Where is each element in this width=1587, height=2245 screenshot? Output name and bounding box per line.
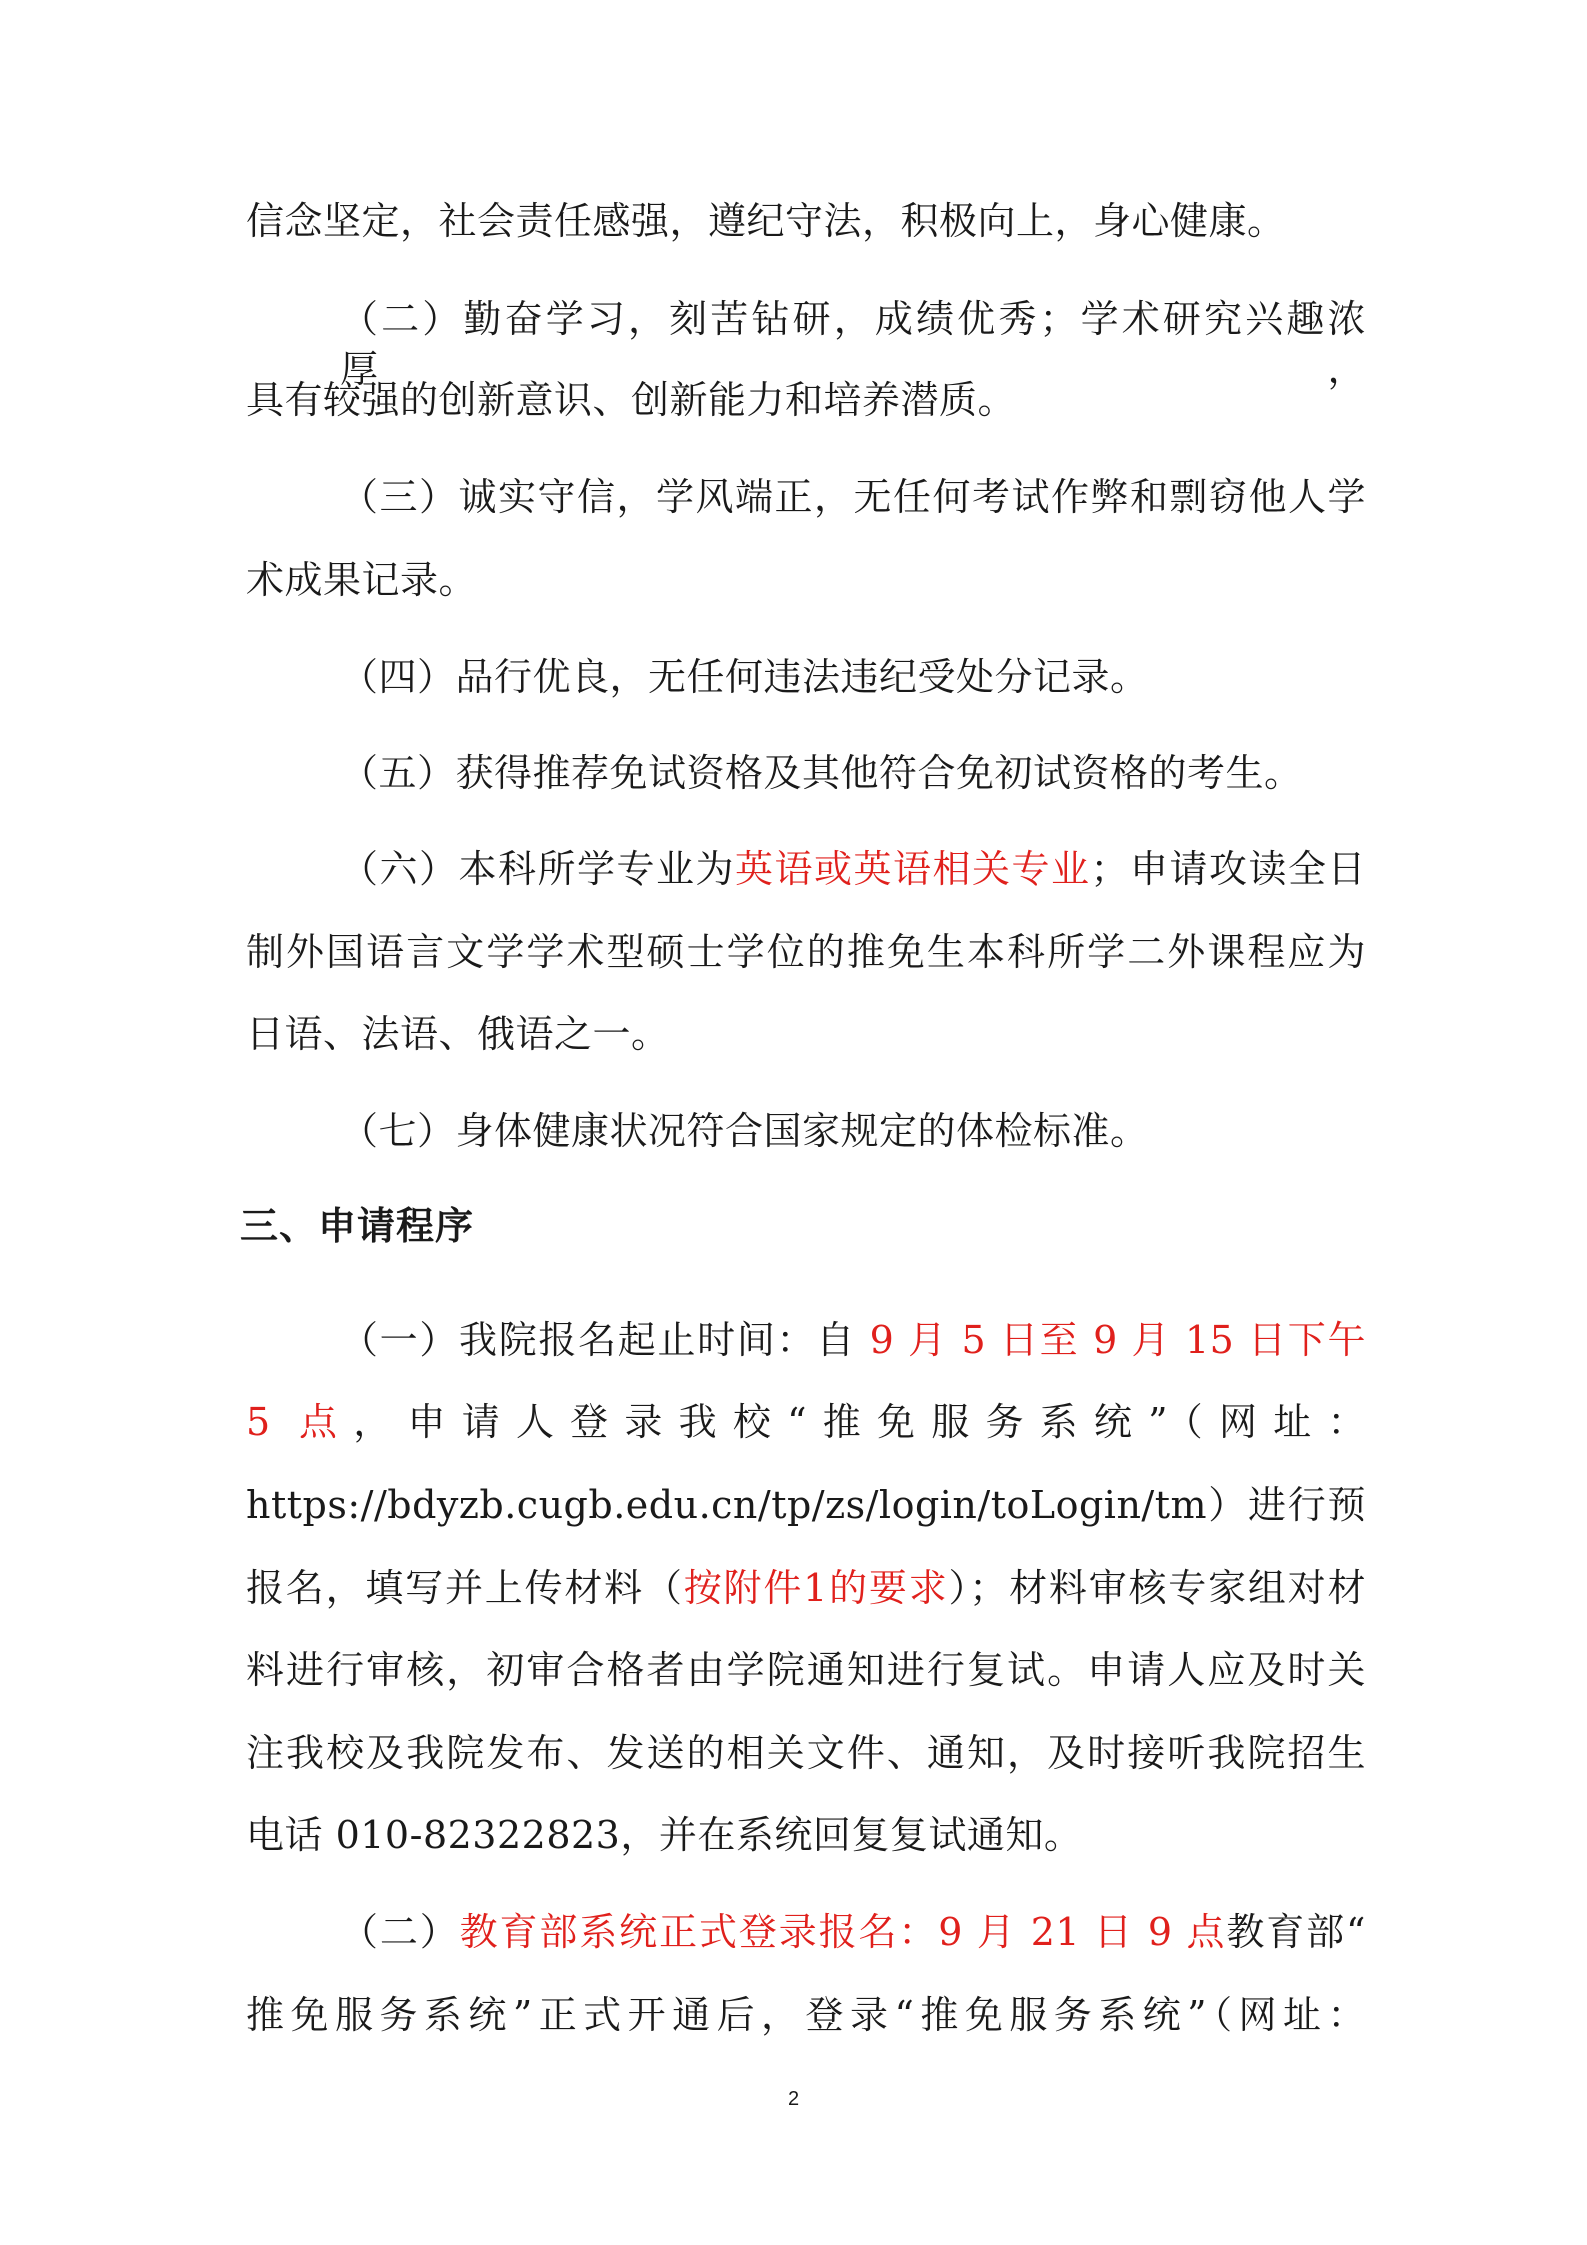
procedure-1-line-4	[246, 1563, 1366, 1613]
criterion-6-line-2: 制外国语言文学学术型硕士学位的推免生本科所学二外课程应为	[246, 930, 1366, 974]
attachment-requirement-highlight: 按附件1的要求	[683, 1566, 949, 1610]
major-requirement-highlight: 英语或英语相关专业	[734, 847, 1091, 891]
procedure-1-line-1	[340, 1315, 1366, 1365]
official-registration-highlight: 教育部系统正式登录报名：9 月 21 日 9 点	[459, 1910, 1227, 1954]
section-heading: 三、申请程序	[240, 1204, 475, 1248]
criterion-2-line-1: （二）勤奋学习，刻苦钻研，成绩优秀；学术研究兴趣浓厚，	[340, 297, 1366, 391]
procedure-1-line-2	[246, 1397, 1366, 1447]
criterion-4-line: （四）品行优良，无任何违法违纪受处分记录。	[340, 655, 1149, 699]
criterion-6-prefix: （六）本科所学专业为	[340, 847, 735, 891]
procedure-1-line-7: 电话 010-82322823，并在系统回复复试通知。	[246, 1813, 1083, 1857]
criterion-5-line: （五）获得推荐免试资格及其他符合免初试资格的考生。	[340, 751, 1303, 795]
criterion-6-suffix: ；申请攻读全日	[1090, 847, 1366, 891]
page-number: 2	[787, 2088, 800, 2110]
registration-deadline-highlight: 5 点	[246, 1400, 354, 1444]
criterion-3-line-1: （三）诚实守信，学风端正，无任何考试作弊和剽窃他人学	[340, 475, 1366, 519]
criterion-3-line-2: 术成果记录。	[246, 558, 478, 602]
procedure-2-line-2: 推免服务系统”正式开通后，登录“推免服务系统”（网址：	[246, 1993, 1366, 2037]
procedure-1-line-4-prefix: 报名，填写并上传材料（	[246, 1566, 684, 1610]
procedure-1-prefix: （一）我院报名起止时间：自	[340, 1318, 856, 1362]
procedure-2-line-1	[340, 1907, 1366, 1957]
procedure-2-suffix: 教育部“	[1226, 1910, 1366, 1954]
criterion-6-line-3: 日语、法语、俄语之一。	[246, 1012, 670, 1056]
procedure-1-line-5: 料进行审核，初审合格者由学院通知进行复试。申请人应及时关	[246, 1648, 1366, 1692]
criterion-6-line-1	[340, 844, 1366, 894]
criterion-7-line: （七）身体健康状况符合国家规定的体检标准。	[340, 1109, 1149, 1153]
paragraph-continued-line: 信念坚定，社会责任感强，遵纪守法，积极向上，身心健康。	[246, 199, 1286, 243]
procedure-1-line-2-text: ，申请人登录我校“推免服务系统”（网址：	[353, 1400, 1367, 1444]
criterion-2-line-2: 具有较强的创新意识、创新能力和培养潜质。	[246, 378, 1017, 422]
procedure-1-url-line: https://bdyzb.cugb.edu.cn/tp/zs/login/toLogin/tm）进行预	[246, 1483, 1366, 1527]
procedure-1-line-6: 注我校及我院发布、发送的相关文件、通知，及时接听我院招生	[246, 1731, 1366, 1775]
registration-dates-highlight: 9 月 5 日至 9 月 15 日下午	[855, 1318, 1366, 1362]
procedure-2-prefix: （二）	[340, 1910, 460, 1954]
procedure-1-line-4-suffix: ）；材料审核专家组对材	[948, 1566, 1366, 1610]
